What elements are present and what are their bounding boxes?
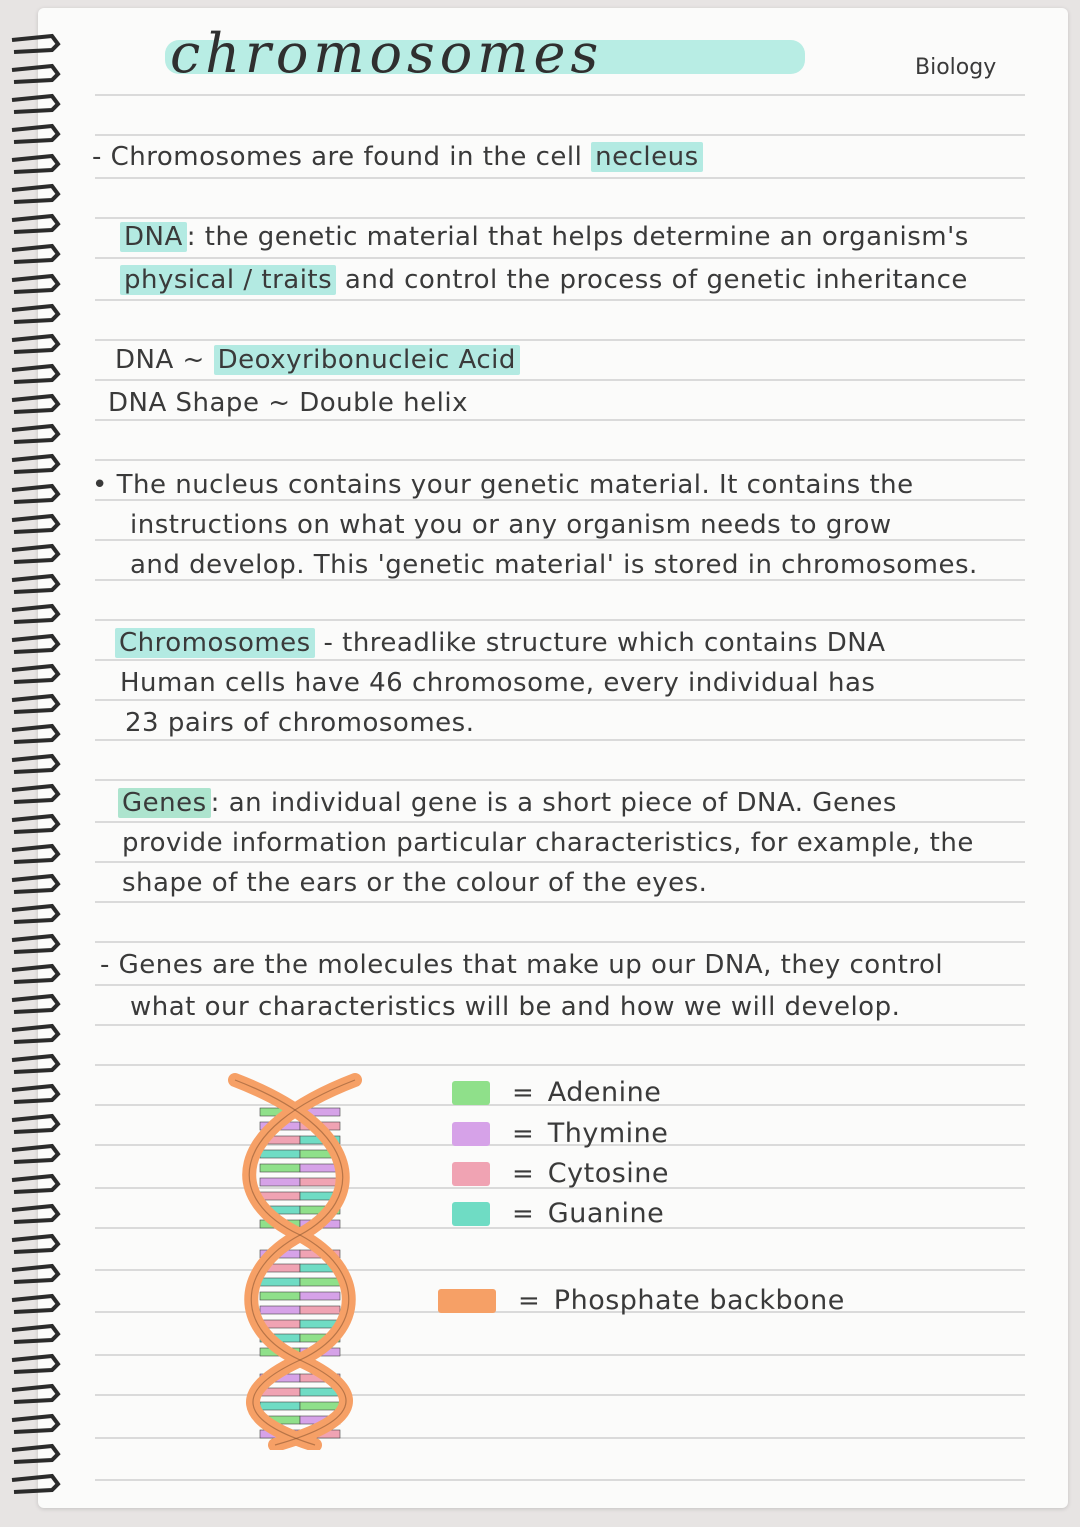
note-line-nucleus-2: instructions on what you or any organism needs to grow [130,510,892,540]
note-line-dna-def-2 [120,265,968,295]
equals-sign: = [512,1198,534,1229]
adenine-swatch [452,1081,490,1105]
spiral-coil [12,1146,58,1162]
term-label: Genes [118,788,211,818]
legend-item-phosphate [438,1285,845,1316]
spiral-coil [12,1476,58,1492]
spiral-coil [12,1356,58,1372]
spiral-coil [12,306,58,322]
note-line-chrom-3: 23 pairs of chromosomes. [125,708,475,738]
spiral-coil [12,216,58,232]
spiral-coil [12,96,58,112]
highlighted-term: Deoxyribonucleic Acid [214,345,520,375]
spiral-coil [12,576,58,592]
highlighted-term: necleus [591,142,703,172]
base-pair-right [300,1306,340,1314]
base-pair-left [260,1192,300,1200]
spiral-coil [12,876,58,892]
base-pair-left [260,1178,300,1186]
spiral-coil [12,606,58,622]
spiral-coil [12,846,58,862]
spiral-coil [12,786,58,802]
note-line-genes-2: provide information particular characteristics, for example, the [122,828,974,858]
spiral-coil [12,666,58,682]
legend-label: Guanine [547,1198,665,1229]
legend-label: Cytosine [547,1158,670,1189]
spiral-coil [12,966,58,982]
note-line-dna-def [120,222,969,252]
spiral-coil [12,486,58,502]
base-pair-left [260,1402,300,1410]
spiral-binding [0,0,70,1527]
legend-item-thymine [452,1118,668,1149]
spiral-coil [12,456,58,472]
spiral-coil [12,66,58,82]
spiral-coil [12,696,58,712]
spiral-coil [12,1416,58,1432]
dna-helix-drawing [215,1070,385,1450]
subject-label: Biology [915,55,997,80]
spiral-coil [12,156,58,172]
note-text: DNA ~ [115,345,214,375]
base-pair-right [300,1292,340,1300]
spiral-coil [12,1176,58,1192]
spiral-coil [12,1266,58,1282]
spiral-coil [12,246,58,262]
equals-sign: = [512,1118,534,1149]
spiral-coil [12,186,58,202]
note-text: : the genetic material that helps determine an organism's [186,222,969,252]
legend-label: Thymine [547,1118,669,1149]
note-line-nucleus-3: and develop. This 'genetic material' is stored in chromosomes. [130,550,978,580]
spiral-coil [12,546,58,562]
note-text: - Chromosomes are found in the cell [92,142,592,172]
spiral-coil [12,1206,58,1222]
spiral-coil [12,336,58,352]
equals-sign: = [512,1077,534,1108]
base-pair-left [260,1306,300,1314]
spiral-coil [12,1296,58,1312]
base-pair-right [300,1278,340,1286]
phosphate-swatch [438,1289,496,1313]
legend-item-cytosine [452,1158,669,1189]
note-text: : an individual gene is a short piece of DNA. Genes [210,788,897,818]
spiral-coil [12,996,58,1012]
note-text: and control the process of genetic inheritance [336,265,968,295]
spiral-coil [12,1056,58,1072]
base-pair-left [260,1164,300,1172]
spiral-coil [12,276,58,292]
spiral-coil [12,1326,58,1342]
base-pair-right [300,1178,340,1186]
base-pair-right [300,1402,340,1410]
page-title: chromosomes [170,22,604,85]
base-pair-left [260,1292,300,1300]
spiral-coil [12,426,58,442]
spiral-coil [12,906,58,922]
note-line-genes-mol-1: - Genes are the molecules that make up our DNA, they control [100,950,944,980]
spiral-coil [12,1116,58,1132]
note-line-chrom-1 [115,628,886,658]
equals-sign: = [518,1285,540,1316]
legend-item-guanine [452,1198,664,1229]
legend-item-adenine [452,1077,661,1108]
cytosine-swatch [452,1162,490,1186]
base-pair-left [260,1278,300,1286]
note-text: - threadlike structure which contains DNA [314,628,886,658]
equals-sign: = [512,1158,534,1189]
spiral-coil [12,936,58,952]
legend-label: Phosphate backbone [553,1285,845,1316]
spiral-coil [12,1446,58,1462]
spiral-coil [12,1386,58,1402]
note-line-genes-mol-2: what our characteristics will be and how we will develop. [130,992,901,1022]
note-line-genes-1 [118,788,897,818]
note-line-location [92,142,703,172]
note-line-dna-shape: DNA Shape ~ Double helix [108,388,468,418]
guanine-swatch [452,1202,490,1226]
spiral-coil [12,726,58,742]
spiral-coil [12,366,58,382]
note-line-dna-full [115,345,520,375]
spiral-coil [12,816,58,832]
spiral-coil [12,126,58,142]
note-line-nucleus-1: • The nucleus contains your genetic material. It contains the [92,470,914,500]
note-line-chrom-2: Human cells have 46 chromosome, every individual has [120,668,876,698]
note-line-genes-3: shape of the ears or the colour of the eyes. [122,868,708,898]
legend-label: Adenine [547,1077,662,1108]
spiral-coil [12,1026,58,1042]
spiral-coil [12,636,58,652]
spiral-coil [12,516,58,532]
term-label: DNA [120,222,187,252]
highlighted-term: physical / traits [120,265,336,295]
spiral-coil [12,1086,58,1102]
thymine-swatch [452,1122,490,1146]
spiral-coil [12,1236,58,1252]
spiral-coil [12,36,58,52]
spiral-coil [12,396,58,412]
base-pair-left [260,1150,300,1158]
spiral-coil [12,756,58,772]
term-label: Chromosomes [115,628,315,658]
